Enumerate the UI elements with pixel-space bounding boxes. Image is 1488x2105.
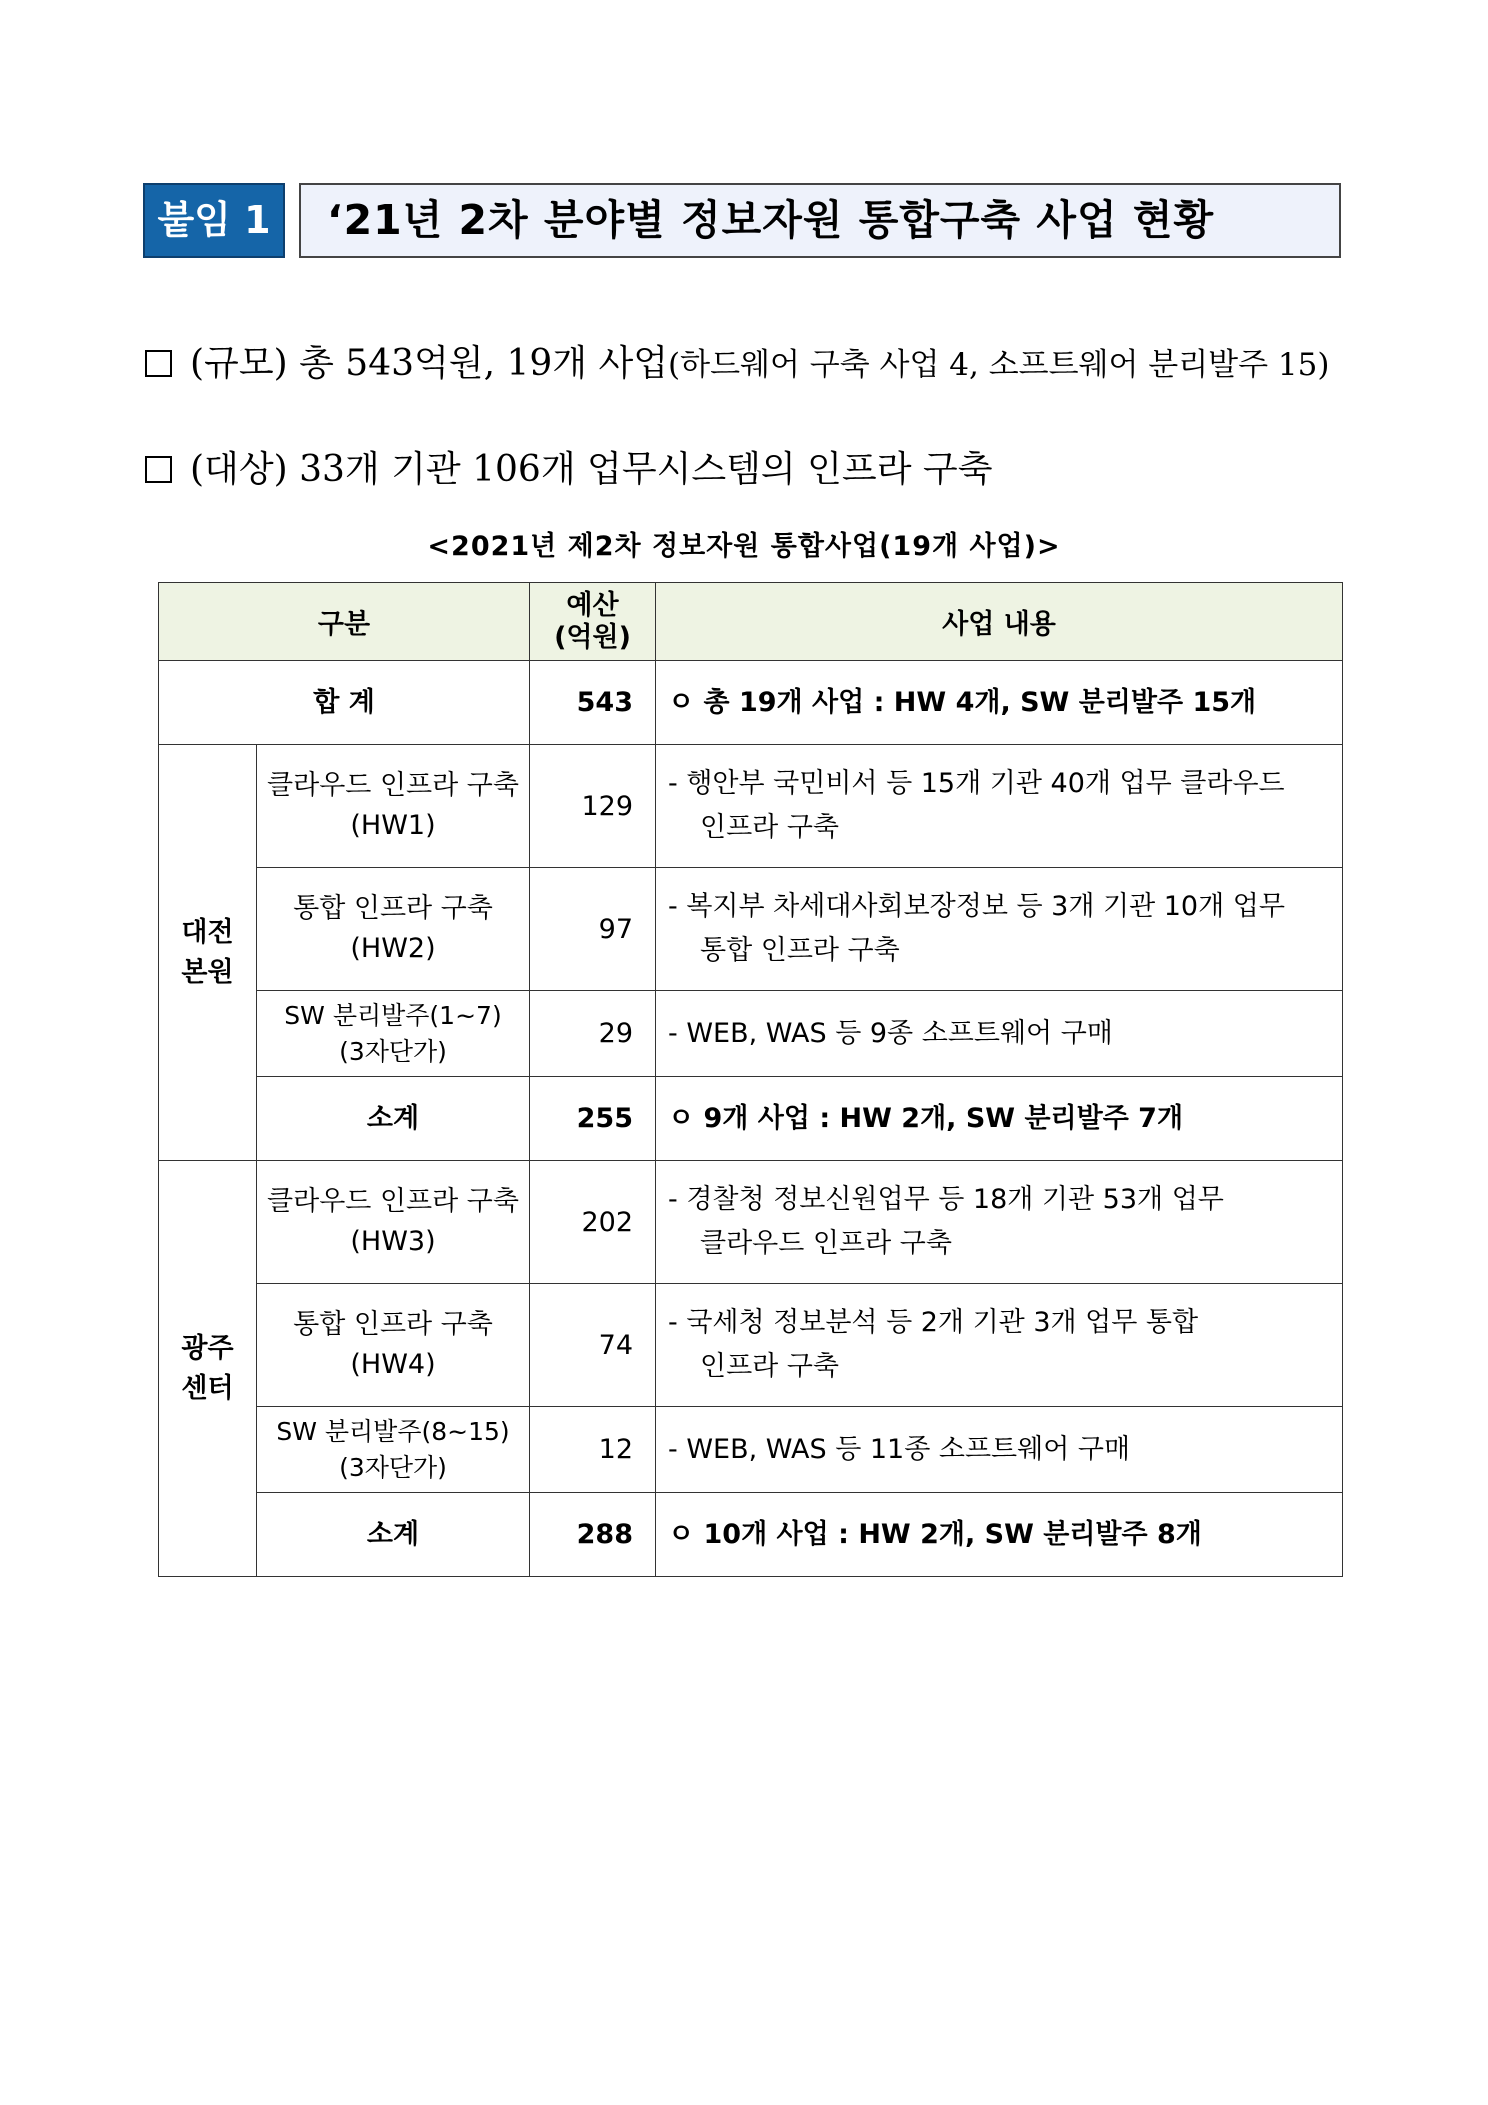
project-name-line2: (HW3): [350, 1226, 436, 1257]
project-name-line1: 통합 인프라 구축: [293, 1309, 493, 1340]
region-daejeon-line1: 대전: [181, 916, 234, 948]
project-name-line2: (HW1): [350, 810, 436, 841]
project-desc-line1: - WEB, WAS 등 9종 소프트웨어 구매: [668, 1017, 1113, 1049]
total-label: 합 계: [159, 661, 530, 745]
region-daejeon-line2: 본원: [181, 956, 234, 988]
bullet-target-main: (대상) 33개 기관 106개 업무시스템의 인프라 구축: [190, 449, 993, 490]
subtotal-budget: 255: [530, 1077, 656, 1161]
project-desc: [656, 1407, 1343, 1493]
project-desc-line1: - WEB, WAS 등 11종 소프트웨어 구매: [668, 1433, 1131, 1465]
total-budget: 543: [530, 661, 656, 745]
total-content: ㅇ 총 19개 사업 : HW 4개, SW 분리발주 15개: [656, 661, 1343, 745]
document-header: [143, 183, 1341, 258]
region-daejeon: [159, 745, 257, 1161]
project-name-line2: (3자단가): [339, 1452, 447, 1482]
project-desc-line1: - 복지부 차세대사회보장정보 등 3개 기관 10개 업무: [668, 891, 1285, 922]
project-desc-line2: 클라우드 인프라 구축: [700, 1228, 952, 1259]
table-row: [159, 1407, 1343, 1493]
subtotal-budget: 288: [530, 1493, 656, 1577]
project-desc-line1: - 국세청 정보분석 등 2개 기관 3개 업무 통합: [668, 1307, 1199, 1338]
project-desc-line2: 인프라 구축: [700, 812, 840, 843]
header-budget-line1: 예산: [566, 589, 619, 621]
project-name-line2: (HW4): [350, 1349, 436, 1380]
subtotal-content: ㅇ 10개 사업 : HW 2개, SW 분리발주 8개: [656, 1493, 1343, 1577]
table-row: [159, 991, 1343, 1077]
project-name-line2: (HW2): [350, 933, 436, 964]
attachment-badge: 붙임 1: [143, 183, 285, 258]
project-name: [257, 1161, 530, 1284]
subtotal-content: ㅇ 9개 사업 : HW 2개, SW 분리발주 7개: [656, 1077, 1343, 1161]
project-name-line1: SW 분리발주(8~15): [276, 1416, 510, 1446]
header-category: 구분: [159, 583, 530, 661]
table-caption: <2021년 제2차 정보자원 통합사업(19개 사업)>: [427, 531, 1061, 562]
project-name: [257, 868, 530, 991]
bullet-scale-sub: (하드웨어 구축 사업 4, 소프트웨어 분리발주 15): [668, 347, 1330, 383]
header-budget-line2: (억원): [554, 621, 631, 653]
subtotal-row: [159, 1493, 1343, 1577]
project-name-line1: 클라우드 인프라 구축: [267, 770, 519, 801]
project-name-line1: SW 분리발주(1~7): [284, 1000, 502, 1030]
region-gwangju-line2: 센터: [181, 1372, 234, 1404]
bullet-scale-main: (규모) 총 543억원, 19개 사업: [190, 343, 669, 384]
project-desc: [656, 991, 1343, 1077]
project-desc-line1: - 행안부 국민비서 등 15개 기관 40개 업무 클라우드: [668, 768, 1285, 799]
project-budget: 29: [530, 991, 656, 1077]
subtotal-row: [159, 1077, 1343, 1161]
project-budget: 74: [530, 1284, 656, 1407]
project-desc-line2: 통합 인프라 구축: [700, 935, 900, 966]
project-budget: 129: [530, 745, 656, 868]
project-name-line2: (3자단가): [339, 1036, 447, 1066]
project-budget: 12: [530, 1407, 656, 1493]
project-name: [257, 745, 530, 868]
project-desc: [656, 1161, 1343, 1284]
project-desc: [656, 1284, 1343, 1407]
project-budget: 202: [530, 1161, 656, 1284]
table-header-row: [159, 583, 1343, 661]
project-budget: 97: [530, 868, 656, 991]
project-name: [257, 1284, 530, 1407]
project-desc-line1: - 경찰청 정보신원업무 등 18개 기관 53개 업무: [668, 1184, 1224, 1215]
checkbox-square-icon: [145, 350, 172, 377]
region-gwangju: [159, 1161, 257, 1577]
project-name-line1: 클라우드 인프라 구축: [267, 1186, 519, 1217]
project-table: [158, 582, 1343, 1577]
table-row: [159, 1161, 1343, 1284]
table-row: [159, 745, 1343, 868]
checkbox-square-icon: [145, 456, 172, 483]
bullet-target: [145, 441, 992, 492]
project-desc: [656, 868, 1343, 991]
subtotal-label: 소계: [257, 1077, 530, 1161]
header-budget: [530, 583, 656, 661]
table-row: [159, 868, 1343, 991]
region-gwangju-line1: 광주: [181, 1332, 234, 1364]
bullet-scale: [145, 335, 1329, 386]
total-row: [159, 661, 1343, 745]
project-name: [257, 991, 530, 1077]
document-title: ‘21년 2차 분야별 정보자원 통합구축 사업 현황: [299, 183, 1341, 258]
table-row: [159, 1284, 1343, 1407]
project-name: [257, 1407, 530, 1493]
header-content: 사업 내용: [656, 583, 1343, 661]
project-desc-line2: 인프라 구축: [700, 1351, 840, 1382]
subtotal-label: 소계: [257, 1493, 530, 1577]
project-name-line1: 통합 인프라 구축: [293, 893, 493, 924]
project-desc: [656, 745, 1343, 868]
